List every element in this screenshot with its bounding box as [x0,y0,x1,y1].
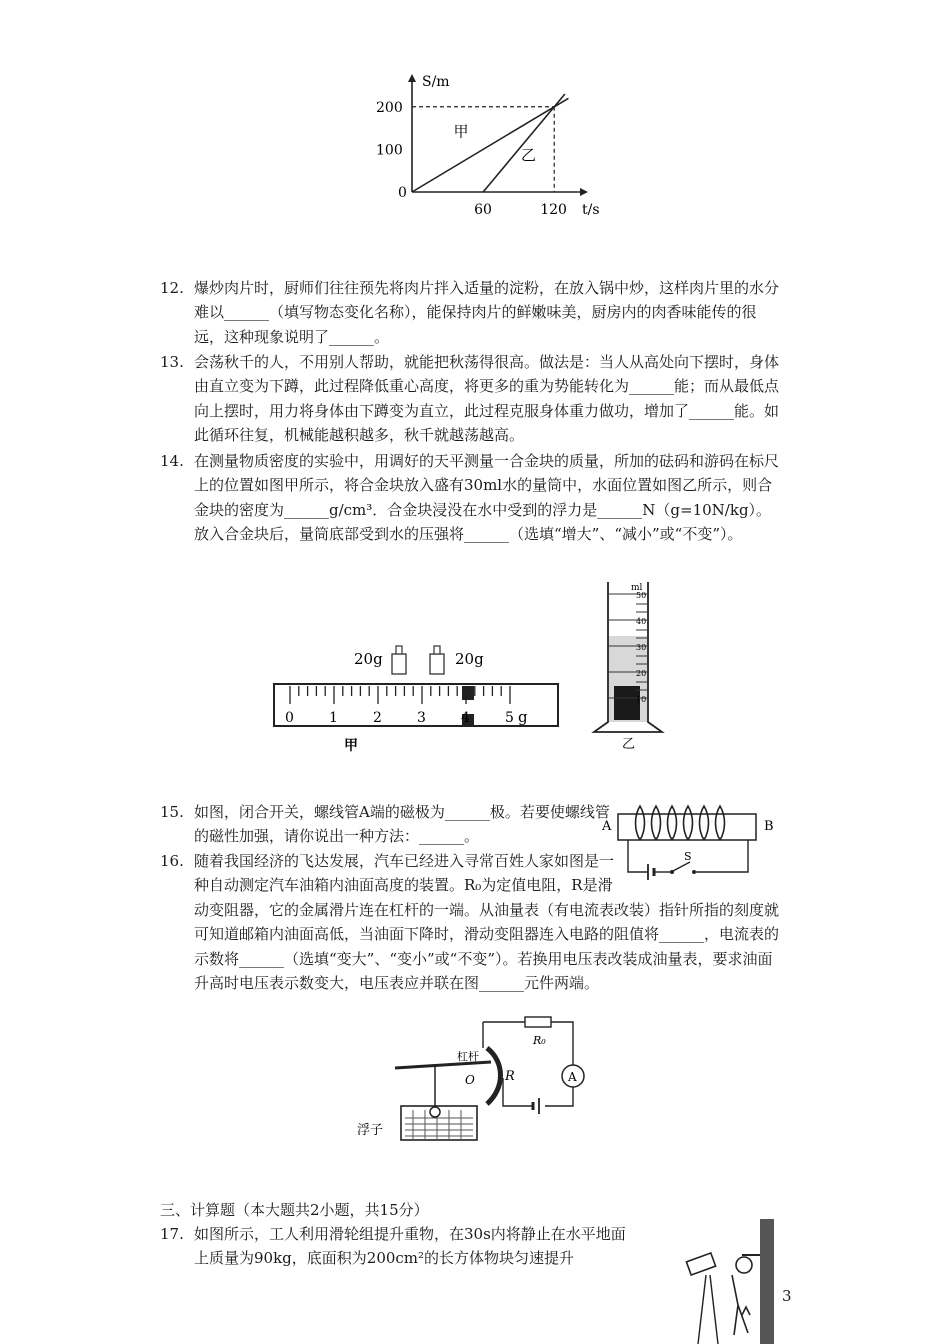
figure-label-yi: 乙 [622,737,636,752]
float-label: 浮子 [357,1123,384,1138]
y-tick-label: 200 [376,99,403,116]
distance-time-graph [360,72,600,222]
cylinder-mark: 50 [636,591,647,600]
question-text: 会荡秋千的人，不用别人帮助，就能把秋荡得很高。做法是：当人从高处向下摆时，身体由直立变为下蹲，此过程降低重心高度，将更多的重为势能转化为______能；而从最低点向上摆时，用力将身体由下蹲变为直立，此过程克服身体重力做功，增加了______能。如此循环往复，机械能越积越多，秋千就越荡越高。 [194,353,780,445]
question-number: 13. [160,353,184,371]
switch-icon [673,862,690,871]
question-12 [160,276,780,349]
scale-number: 4 [461,710,470,726]
question-text: 随着我国经济的飞达发展，汽车已经进入寻常百姓人家如图是一种自动测定汽车油箱内油面高度的装置。R₀为定值电阻，R是滑动变阻器，它的金属滑片连在杠杆的一端。从油量表（有电流表改装）指针所指的刻度就可知道邮箱内油面高低，当油面下降时，滑动变阻器连入电路的阻值将______，电流表的示数将______（选填“变大”、“变小”或“不变”）。若换用电压表改装成油量表，要求油面升高时电压表示数变大，电压表应并联在图______元件两端。 [194,852,780,993]
pulley-worker-figure [682,1215,782,1344]
pivot-label: O [465,1073,475,1087]
y-tick-label: 100 [376,142,403,159]
graduated-cylinder-figure [592,576,672,752]
scale-number: 0 [285,710,294,726]
x-axis-label: t/s [582,202,600,218]
weight-label-right: 20g [455,650,484,668]
arrow-up-icon [742,1307,750,1315]
question-text: 如图所示，工人利用滑轮组提升重物，在30s内将静止在水平地面上质量为90kg，底面积为200cm²的长方体物块匀速提升 [194,1225,626,1268]
weight-icon [430,646,444,674]
section-heading: 三、计算题（本大题共2小题，共15分） [160,1201,429,1219]
scale-number: 5 [505,710,514,726]
pulley-block-icon [686,1253,715,1275]
ammeter-label: A [568,1070,577,1084]
question-text: 在测量物质密度的实验中，用调好的天平测量一合金块的质量，所加的砝码和游码在标尺上的位置如图甲所示，将合金块放入盛有30ml水的量筒中，水面位置如图乙所示，则合金块的密度为______g/cm³．合金块浸没在水中受到的浮力是______N（g=10N/kg）。放入合金块后，量筒底部受到水的压强将______（选填“增大”、“减小”或“不变”）。 [194,452,780,544]
question-17 [160,1222,630,1271]
weight-icon [392,646,406,674]
series-label-yi: 乙 [521,146,537,165]
question-text: 如图，闭合开关，螺线管A端的磁极为______极。若要使螺线管的磁性加强，请你说出一种方法：______。 [194,803,610,846]
x-tick-label: 60 [474,202,492,218]
question-14 [160,449,780,547]
balance-scale-figure [272,640,562,758]
rheostat-icon [487,1048,501,1104]
series-line-2 [483,94,565,192]
page-number: 3 [782,1287,792,1305]
cylinder-mark: 10 [636,695,647,704]
question-13 [160,350,780,448]
y-axis-label: S/m [422,74,450,90]
question-number: 15. [160,803,184,821]
scale-unit: g [518,708,528,726]
worker-icon [732,1275,748,1335]
series-line-1 [412,98,568,192]
scale-number: 1 [329,710,338,726]
cylinder-mark: 20 [636,669,647,678]
lever-label: 杠杆 [457,1050,479,1063]
series-label-jia: 甲 [453,122,469,141]
question-text: 爆炒肉片时，厨师们往往预先将肉片拌入适量的淀粉，在放入锅中炒，这样肉片里的水分难以______（填写物态变化名称），能保持肉片的鲜嫩味美，厨房内的肉香味能传的很远，这种现象说明了______。 [194,279,780,346]
r0-resistor-icon [525,1017,551,1027]
question-number: 17. [160,1225,184,1243]
cylinder-unit: ml [631,583,643,593]
weight-label-left: 20g [354,650,383,668]
end-b-label: B [764,819,774,834]
question-number: 14. [160,452,184,470]
rheostat-label: R [505,1069,515,1084]
pulley-icon [736,1257,752,1273]
question-15 [160,800,610,849]
scale-number: 3 [417,710,426,726]
cylinder-mark: 40 [636,617,647,626]
wall-icon [760,1219,774,1344]
r0-label: R₀ [533,1034,546,1047]
x-tick-label: 120 [540,202,567,218]
solenoid-circuit-figure [598,800,788,892]
switch-label: S [684,850,692,863]
float-icon [430,1107,440,1117]
x-axis-arrow-icon [580,188,588,196]
oil-gauge-circuit-figure [355,1018,595,1158]
scale-number: 2 [373,710,382,726]
y-tick-label: 0 [398,185,407,201]
chart-plot-area [376,74,600,218]
figure-label-jia: 甲 [344,738,358,754]
cylinder-mark: 30 [636,643,647,652]
rider-marker [462,686,474,700]
question-number: 16. [160,852,184,870]
y-axis-arrow-icon [408,74,416,82]
end-a-label: A [602,819,612,834]
question-number: 12. [160,279,184,297]
